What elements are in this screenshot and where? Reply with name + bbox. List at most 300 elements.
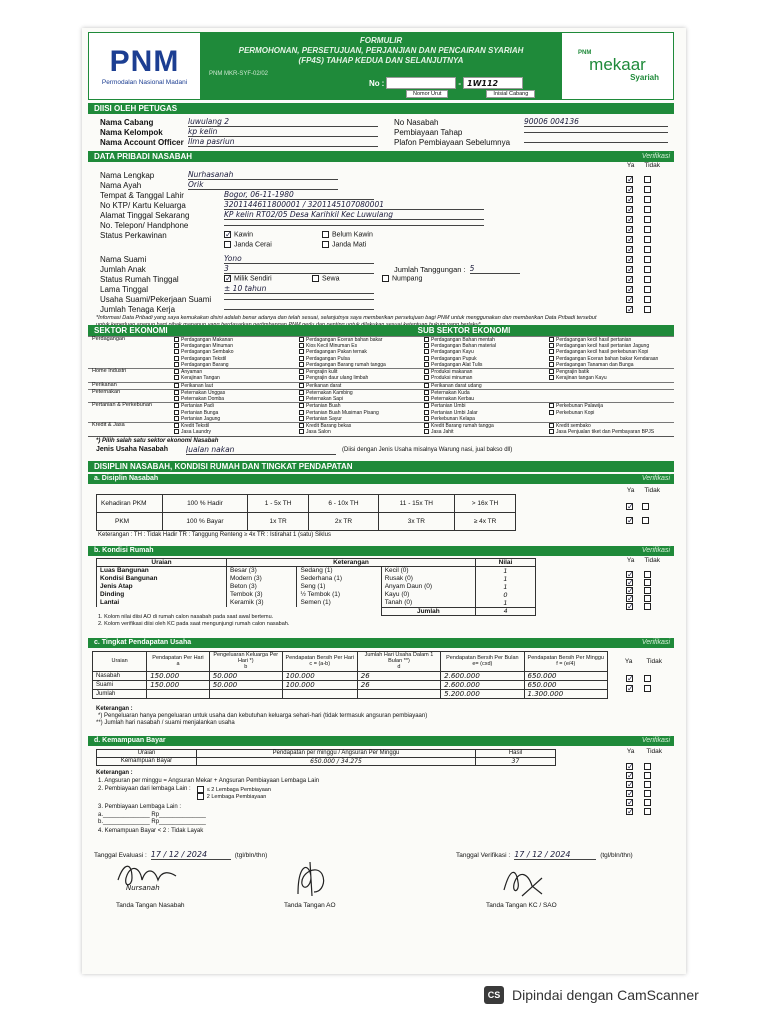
sektor-option[interactable] (549, 410, 674, 416)
pend-cell-f[interactable]: 650.000 (524, 671, 607, 680)
alamat-label: Alamat Tinggal Sekarang (100, 210, 190, 220)
numpang-checkbox[interactable] (382, 275, 389, 282)
disiplin-tidak-1-checkbox[interactable] (642, 503, 649, 510)
lama-field[interactable]: ± 10 tahun (224, 284, 374, 294)
anak-label: Jumlah Anak (100, 264, 146, 274)
pkm-col-3[interactable]: 3x TR (378, 512, 454, 530)
sektor-option-checkbox[interactable] (299, 337, 304, 342)
kemampuan-ya-label: Ya (626, 747, 635, 755)
sektor-option-checkbox[interactable] (174, 337, 179, 342)
mekaar-logo: mekaar (589, 55, 646, 74)
sektor-option[interactable] (424, 429, 549, 435)
sektor-option-checkbox[interactable] (424, 362, 429, 367)
sektor-option-checkbox[interactable] (424, 343, 429, 348)
rumah-cell-a: Beton (3) (227, 583, 297, 591)
pend-cell-a[interactable] (147, 689, 210, 698)
pnm-logo: PNM (109, 44, 180, 78)
sektor-option[interactable] (174, 429, 299, 435)
opt-belum-kawin[interactable] (322, 231, 373, 238)
pend-tidak-label: Tidak (646, 657, 662, 665)
kemampuan-h-hasil: Hasil (476, 749, 556, 757)
pembiayaan-tahap-label: Pembiayaan Tahap (394, 127, 463, 137)
janda-mati-checkbox[interactable] (322, 241, 329, 248)
pend-cell-e[interactable]: 2.600.000 (441, 671, 524, 680)
kemampuan-row-value[interactable]: 650.000 / 34.275 (197, 757, 476, 765)
lama-label: Lama Tinggal (100, 284, 149, 294)
sektor-option-label: Perdagangan kecil hasil pertanian Jagung (556, 343, 650, 350)
kehadiran-col-1[interactable]: 1 - 5x TH (247, 494, 308, 512)
opt-numpang[interactable] (382, 275, 422, 282)
camscanner-text: Dipindai dengan CamScanner (512, 987, 699, 1003)
sektor-option-checkbox[interactable] (424, 429, 429, 434)
rumah-cell-n[interactable]: 1 (476, 566, 536, 575)
sektor-option[interactable] (174, 396, 299, 402)
sektor-option-checkbox[interactable] (174, 410, 179, 415)
sektor-option-checkbox[interactable] (424, 356, 429, 361)
disiplin-tidak-2-checkbox[interactable] (642, 517, 649, 524)
rumah-row (97, 599, 536, 608)
pend-cell-a[interactable]: 150.000 (147, 680, 210, 689)
rumah-cell-n[interactable]: 1 (476, 599, 536, 608)
kc-signature-label: Tanda Tangan KC / SAO (486, 901, 557, 909)
sektor-option-label: Perdagangan Alat Tulis (431, 361, 483, 368)
sektor-option-checkbox[interactable] (424, 375, 429, 380)
kemampuan-block (88, 746, 674, 846)
no-nasabah-field[interactable]: 90006 004136 (524, 117, 668, 127)
sektor-option[interactable] (174, 416, 299, 422)
belum-kawin-checkbox[interactable] (322, 231, 329, 238)
mekaar-pnm-text: PNM (578, 50, 592, 56)
sektor-option-checkbox[interactable] (549, 349, 554, 354)
nama-lengkap-field[interactable]: Nurhasanah (188, 170, 338, 180)
sektor-option-label: Jasa Salon (306, 429, 331, 436)
kemampuan-tidak-label: Tidak (646, 747, 662, 755)
pribadi-tidak-14-checkbox[interactable] (644, 306, 651, 313)
sektor-option-label: Peternakan Kerbau (431, 395, 475, 402)
pend-cell-e[interactable]: 5.200.000 (441, 689, 524, 698)
kehadiran-col-4[interactable]: > 16x TH (455, 494, 516, 512)
sektor-option-label: Pertanian Buah (306, 403, 341, 410)
sektor-option[interactable] (549, 375, 674, 381)
sektor-option-checkbox[interactable] (299, 429, 304, 434)
ttl-field[interactable]: Bogor, 06-11-1980 (224, 190, 374, 200)
sektor-option-label: Perdagangan Eceran bahan bakar Kendaraan (556, 355, 659, 362)
rumah-verifikasi-label: Verifikasi (641, 546, 670, 554)
sektor-option-checkbox[interactable] (549, 423, 554, 428)
rumah-tidak-label: Tidak (644, 556, 660, 564)
sektor-option-checkbox[interactable] (174, 423, 179, 428)
sektor-option-checkbox[interactable] (174, 390, 179, 395)
opt-kawin[interactable] (224, 231, 322, 238)
kemampuan-h-uraian: Uraian (97, 749, 197, 757)
kemampuan-h-pend: Pendapatan per minggu / Angsuran Per Minggu (197, 749, 476, 757)
milik-checkbox[interactable] (224, 275, 231, 282)
anak-field[interactable]: 3 (224, 264, 374, 274)
sektor-option-checkbox[interactable] (174, 416, 179, 421)
sektor-option-label: Perkebunan Kopi (556, 409, 595, 416)
sektor-option-label: Peternakan Unggas (181, 389, 226, 396)
pend-row (93, 680, 608, 689)
nomor-urut-field[interactable] (386, 77, 456, 89)
pend-h-6: Pendapatan Bersih Per Minggu f = (e/4) (524, 651, 607, 671)
sektor-option-checkbox[interactable] (424, 369, 429, 374)
sektor-row-label: Peternakan (92, 388, 121, 395)
pkm-col-1[interactable]: 1x TR (247, 512, 308, 530)
sektor-option-checkbox[interactable] (299, 369, 304, 374)
sektor-option-label: Perdagangan Bahan mentah (431, 336, 495, 343)
rumah-cell-n[interactable]: 0 (476, 591, 536, 599)
pend-cell-b[interactable]: 50.000 (209, 671, 282, 680)
sektor-option-checkbox[interactable] (299, 383, 304, 388)
rumah-h-keterangan: Keterangan (227, 558, 476, 566)
sektor-option-label: Peternakan Domba (181, 395, 225, 402)
telepon-field[interactable] (224, 225, 484, 226)
rumah-cell-u: Dinding (97, 591, 227, 599)
nama-ao-field[interactable]: Ilma pasriun (188, 137, 378, 147)
nasabah-signature-name: Nursanah (126, 883, 160, 892)
sektor-option[interactable] (174, 383, 299, 389)
kehadiran-label: Kehadiran PKM (97, 494, 163, 512)
pend-tidak-2-checkbox[interactable] (644, 685, 651, 692)
kehadiran-col-0[interactable]: 100 % Hadir (163, 494, 248, 512)
tgl-eval-format: (tgl/bln/thn) (234, 851, 268, 859)
disiplin-table (96, 494, 516, 531)
sektor-option-checkbox[interactable] (299, 349, 304, 354)
pribadi-ya-14-checkbox[interactable] (626, 306, 633, 313)
section-subsektor-title: SUB SEKTOR EKONOMI (417, 326, 511, 335)
sektor-option-label: Pertanian Buah Musiman Pisang (306, 409, 379, 416)
sektor-option-checkbox[interactable] (424, 396, 429, 401)
section-petugas-title: DIISI OLEH PETUGAS (94, 104, 178, 113)
pend-cell-u: Jumlah (93, 689, 147, 698)
sektor-option-checkbox[interactable] (424, 349, 429, 354)
sektor-option-checkbox[interactable] (299, 396, 304, 401)
rumah-cell-a: Keramik (3) (227, 599, 297, 608)
pend-cell-d[interactable]: 26 (357, 671, 440, 680)
sewa-checkbox[interactable] (312, 275, 319, 282)
disiplin-ya-2-checkbox[interactable] (626, 517, 633, 524)
nama-kelompok-field[interactable]: kp kelin (188, 127, 378, 137)
sektor-option-checkbox[interactable] (424, 423, 429, 428)
pend-cell-d[interactable] (357, 689, 440, 698)
pend-row (93, 689, 608, 698)
pend-h-uraian: Uraian (93, 651, 147, 671)
kemampuan-table (96, 749, 556, 766)
form-title-1: FORMULIR (359, 36, 403, 45)
pendapatan-verifikasi-label: Verifikasi (641, 638, 670, 646)
ao-signature-icon (292, 858, 332, 900)
sektor-option-checkbox[interactable] (299, 390, 304, 395)
pkm-col-0[interactable]: 100 % Bayar (163, 512, 248, 530)
sektor-option[interactable] (174, 362, 299, 368)
nasabah-signature-label: Tanda Tangan Nasabah (116, 901, 185, 909)
sektor-option[interactable] (299, 429, 424, 435)
alamat-field[interactable]: KP kelin RT02/05 Desa Karihkil Kec Luwulang (224, 210, 484, 220)
kurang-2-label: ≤ 2 Lembaga Pembiayaan (206, 786, 271, 793)
rumah-cell-u: Luas Bangunan (97, 566, 227, 575)
sewa-label: Sewa (322, 275, 340, 283)
opt-milik[interactable] (224, 275, 312, 282)
sektor-option-checkbox[interactable] (299, 375, 304, 380)
sektor-row-label: Kredit & Jasa (92, 422, 125, 429)
sektor-option-label: Pertanian Jagung (181, 415, 221, 422)
sektor-option-checkbox[interactable] (299, 416, 304, 421)
pend-cell-f[interactable]: 650.000 (524, 680, 607, 689)
opt-sewa[interactable] (312, 275, 382, 282)
dua-lembaga-label: 2 Lembaga Pembiayaan (206, 793, 267, 800)
sektor-option-label: Perdagangan Pakan ternak (306, 349, 367, 356)
kemampuan-ya-6-checkbox[interactable] (626, 808, 633, 815)
sektor-option-label: Perdagangan Pulsa (306, 355, 350, 362)
rumah-cell-n[interactable]: 1 (476, 583, 536, 591)
jenis-usaha-label: Jenis Usaha Nasabah (96, 446, 168, 454)
sektor-option-checkbox[interactable] (174, 343, 179, 348)
disiplin-verifikasi-label: Verifikasi (641, 474, 670, 482)
suami-label: Nama Suami (100, 254, 147, 264)
sektor-option-label: Perdagangan Barang rumah tangga (306, 361, 386, 368)
sektor-option-label: Kios Kecil Minuman Es (306, 343, 358, 350)
sektor-option-checkbox[interactable] (299, 356, 304, 361)
sektor-option-checkbox[interactable] (549, 343, 554, 348)
sektor-option[interactable] (174, 375, 299, 381)
sektor-option-checkbox[interactable] (299, 423, 304, 428)
sektor-option-label: Pertanian Padi (181, 403, 214, 410)
rumah-cell-u: Lantai (97, 599, 227, 608)
tgl-ver-field[interactable]: 17 / 12 / 2024 (514, 850, 596, 860)
sektor-option-checkbox[interactable] (174, 369, 179, 374)
sektor-option-checkbox[interactable] (424, 410, 429, 415)
rumah-cell-c: Tanah (0) (381, 599, 475, 608)
tgl-eval-field[interactable]: 17 / 12 / 2024 (151, 850, 231, 860)
dua-lembaga-checkbox[interactable] (197, 793, 204, 800)
sektor-option[interactable] (299, 362, 424, 368)
mekaar-syariah-text: Syariah (630, 73, 659, 82)
sektor-option-checkbox[interactable] (549, 375, 554, 380)
section-petugas-header (88, 103, 674, 114)
sektor-option[interactable] (549, 362, 674, 368)
sektor-option-checkbox[interactable] (549, 356, 554, 361)
rumah-cell-c: Kecil (0) (381, 566, 475, 575)
ao-signature-label: Tanda Tangan AO (284, 901, 336, 909)
sektor-option[interactable] (424, 375, 549, 381)
sektor-option-checkbox[interactable] (174, 396, 179, 401)
pembiayaan-tahap-field[interactable] (524, 132, 668, 133)
rumah-cell-n[interactable]: 1 (476, 575, 536, 583)
tanggungan-field[interactable]: 5 (470, 264, 520, 274)
pilih-note: *) Pilih salah satu sektor ekonomi Nasabah (96, 437, 219, 444)
sektor-option-checkbox[interactable] (549, 429, 554, 434)
sektor-option[interactable] (424, 383, 549, 389)
pend-cell-e[interactable]: 2.600.000 (441, 680, 524, 689)
kemampuan-ket-3: 3. Pembiayaan Lembaga Lain : (98, 803, 182, 810)
ya-label: Ya (626, 162, 635, 169)
rumah-row (97, 566, 536, 575)
sektor-option[interactable] (549, 429, 674, 435)
tenaga-field[interactable] (224, 309, 374, 310)
suami-field[interactable]: Yono (224, 254, 374, 264)
sektor-option-checkbox[interactable] (424, 403, 429, 408)
kemampuan-ket-3a: a.______________ Rp______________ (98, 811, 206, 818)
disiplin-ya-1-checkbox[interactable] (626, 503, 633, 510)
sektor-option-label: Perdagangan Pupuk (431, 355, 477, 362)
section-pribadi (88, 162, 674, 322)
sektor-option[interactable] (299, 383, 424, 389)
sektor-option-label: Perikanan darat udang (431, 382, 482, 389)
nama-cabang-field[interactable]: luwulang 2 (188, 117, 378, 127)
rumah-title: b. Kondisi Rumah (94, 546, 154, 554)
janda-cerai-checkbox[interactable] (224, 241, 231, 248)
sektor-row (88, 422, 674, 435)
sektor-option-checkbox[interactable] (549, 337, 554, 342)
rumah-verification-column (626, 566, 662, 606)
kehadiran-col-2[interactable]: 6 - 10x TH (309, 494, 378, 512)
pend-h-5: Pendapatan Bersih Per Bulan e= (cxd) (441, 651, 524, 671)
ttl-label: Tempat & Tanggal Lahir (100, 190, 184, 200)
kemampuan-ket-2: 2. Pembiayaan dari lembaga Lain : (98, 785, 191, 792)
sektor-option-checkbox[interactable] (299, 343, 304, 348)
rumah-cell-b: Sederhana (1) (297, 575, 381, 583)
sektor-option-checkbox[interactable] (424, 416, 429, 421)
kurang-2-checkbox[interactable] (197, 786, 204, 793)
pend-ya-2-checkbox[interactable] (626, 685, 633, 692)
pendapatan-block (88, 648, 674, 730)
pend-ket-1: *) Pengeluaran hanya pengeluaran untuk usaha dan kebutuhan keluarga sehari-hari (tidak termasuk angsuran pembiayaan) (98, 712, 428, 719)
kemampuan-row-hasil[interactable]: 37 (476, 757, 556, 765)
kemampuan-ket-3b: b.______________ Rp______________ (98, 818, 206, 825)
sektor-option-checkbox[interactable] (174, 356, 179, 361)
pend-cell-d[interactable]: 26 (357, 680, 440, 689)
sektor-option-checkbox[interactable] (424, 383, 429, 388)
sektor-option[interactable] (424, 362, 549, 368)
opt-janda-mati[interactable] (322, 241, 366, 248)
rumah-cell-c: Rusak (0) (381, 575, 475, 583)
pkm-col-2[interactable]: 2x TR (309, 512, 378, 530)
sektor-option-label: Perkebunan Palawija (556, 403, 603, 410)
pend-cell-a[interactable]: 150.000 (147, 671, 210, 680)
pend-cell-b[interactable] (209, 689, 282, 698)
mekaar-logo-block (561, 33, 673, 99)
sektor-option-checkbox[interactable] (174, 429, 179, 434)
pend-cell-u: Suami (93, 680, 147, 689)
sektor-option[interactable] (424, 396, 549, 402)
plafon-field[interactable] (524, 142, 668, 143)
sektor-option-checkbox[interactable] (299, 410, 304, 415)
sektor-option-checkbox[interactable] (299, 362, 304, 367)
status-kawin-label: Status Perkawinan (100, 230, 167, 240)
form-code: PNM MKR-SYF-02/02 (209, 71, 269, 77)
sektor-row (88, 382, 674, 389)
sektor-option-label: Perikanan laut (181, 382, 213, 389)
sektor-option-checkbox[interactable] (424, 390, 429, 395)
pend-cell-b[interactable]: 50.000 (209, 680, 282, 689)
nomor-urut-label: Nomor Urut (406, 90, 448, 98)
rumah-cell-c: Kayu (0) (381, 591, 475, 599)
usaha-suami-field[interactable] (224, 299, 374, 300)
rumah-jumlah-value[interactable]: 4 (476, 607, 536, 615)
kemampuan-tidak-6-checkbox[interactable] (644, 808, 651, 815)
rumah-table (96, 558, 536, 616)
pend-h-4: Jumlah Hari Usaha Dalam 1 Bulan **) d (357, 651, 440, 671)
sektor-option-checkbox[interactable] (174, 349, 179, 354)
disiplin-a-header (88, 474, 674, 484)
sektor-option-checkbox[interactable] (174, 375, 179, 380)
sektor-option-label: Jasa Jahit (431, 429, 454, 436)
jenis-usaha-field[interactable]: Jualan nakan (186, 445, 336, 455)
pkm-label: PKM (97, 512, 163, 530)
kawin-checkbox[interactable] (224, 231, 231, 238)
sektor-option-label: Perdagangan Bahan material (431, 343, 497, 350)
sektor-option[interactable] (299, 416, 424, 422)
sektor-option[interactable] (299, 375, 424, 381)
tenaga-label: Jumlah Tenaga Kerja (100, 304, 176, 314)
section-petugas (88, 114, 674, 148)
rumah-cell-u: Jenis Atap (97, 583, 227, 591)
sektor-option[interactable] (424, 416, 549, 422)
form-header (88, 32, 674, 100)
sektor-option-checkbox[interactable] (174, 383, 179, 388)
pnm-logo-block (89, 33, 201, 99)
nama-ayah-field[interactable]: Orik (188, 180, 338, 190)
disiplin-ya-label: Ya (626, 486, 635, 494)
sektor-option-checkbox[interactable] (299, 403, 304, 408)
ktp-field[interactable]: 3201144611800001 / 3201145107080001 (224, 200, 484, 210)
nama-ayah-label: Nama Ayah (100, 180, 142, 190)
sektor-option-label: Kredit sembako (556, 422, 591, 429)
opt-janda-cerai[interactable] (224, 241, 322, 248)
pend-cell-c[interactable]: 100.000 (282, 671, 357, 680)
rumah-tidak-5-checkbox[interactable] (644, 603, 651, 610)
rumah-ya-5-checkbox[interactable] (626, 603, 633, 610)
sektor-option-label: Peternakan Kambing (306, 389, 353, 396)
sektor-option-label: Pengrajin kulit (306, 369, 338, 375)
kehadiran-col-3[interactable]: 11 - 15x TH (378, 494, 454, 512)
nama-ao-label: Nama Account Officer (100, 137, 184, 147)
sektor-row (88, 402, 674, 422)
pend-ket-2: **) Jumlah hari nasabah / suami menjalankan usaha (96, 719, 235, 726)
pend-cell-f[interactable]: 1.300.000 (524, 689, 607, 698)
sektor-option-checkbox[interactable] (549, 362, 554, 367)
sektor-row-label: Perikanan (92, 381, 117, 388)
sektor-option[interactable] (299, 396, 424, 402)
rumah-note-2: 2. Kolom verifikasi diisi oleh KC pada saat mengunjungi rumah calon nasabah. (98, 620, 290, 627)
sektor-option-checkbox[interactable] (174, 362, 179, 367)
sektor-option-checkbox[interactable] (549, 410, 554, 415)
sektor-option-label: Pengrajin batik (556, 369, 590, 375)
rumah-header (88, 546, 674, 556)
kemampuan-ket-4: 4. Kemampuan Bayar < 2 : Tidak Layak (98, 827, 204, 834)
form-title-2: PERMOHONAN, PERSETUJUAN, PERJANJIAN DAN PENCAIRAN SYARIAH (238, 46, 524, 55)
tgl-ver-format: (tgl/bln/thn) (600, 851, 633, 859)
sektor-option-checkbox[interactable] (549, 403, 554, 408)
form-title-3: (FP4S) TAHAP KEDUA DAN SELANJUTNYA (298, 56, 464, 65)
pend-cell-c[interactable]: 100.000 (282, 680, 357, 689)
pendapatan-title: c. Tingkat Pendapatan Usaha (94, 638, 192, 646)
sektor-option-label: Produksi minuman (431, 375, 473, 382)
sektor-option-label: Pertanian Sayur (306, 415, 342, 422)
pend-cell-c[interactable] (282, 689, 357, 698)
kawin-label: Kawin (234, 231, 254, 239)
nama-kelompok-label: Nama Kelompok (100, 127, 163, 137)
sektor-option-checkbox[interactable] (174, 403, 179, 408)
section-pribadi-title: DATA PRIBADI NASABAH (94, 152, 193, 161)
sektor-option-checkbox[interactable] (424, 337, 429, 342)
sektor-option-checkbox[interactable] (549, 369, 554, 374)
rumah-h-uraian: Uraian (97, 558, 227, 566)
inisial-cabang-field[interactable]: 1W112 (463, 77, 523, 89)
pendapatan-header (88, 638, 674, 648)
pkm-col-4[interactable]: ≥ 4x TR (455, 512, 516, 530)
kemampuan-verifikasi-label: Verifikasi (641, 736, 670, 744)
